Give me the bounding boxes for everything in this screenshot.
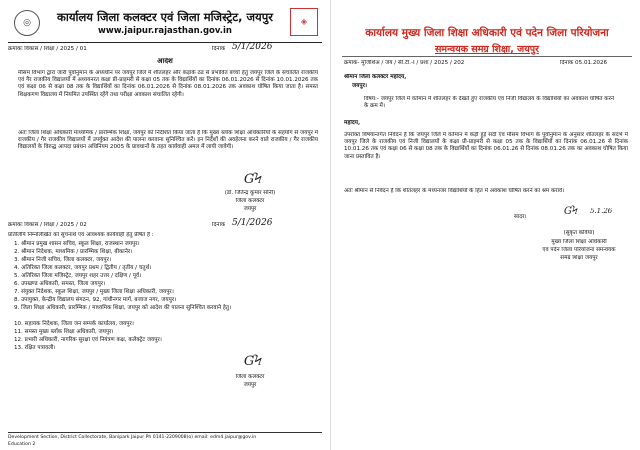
- left-website: www.jaipur.rajasthan.gov.in: [98, 26, 232, 36]
- cdeo-designation-3: समग्र शिक्षा जयपुर: [560, 255, 598, 261]
- left-office-title: कार्यालय जिला कलक्टर एवं जिला मजिस्ट्रेट, जयपुर: [57, 10, 273, 24]
- right-subject: विषय:- जयपुर जिले में वर्तमान में शीतलहर के देखते हुए राजकीय एवं निजी विद्यालय के विद्यार्थियों का अवकाश घोषित करने के क्रम में।: [364, 96, 614, 110]
- copy-list-item: 1. श्रीमान प्रमुख शासन सचिव, स्कूल शिक्षा, राजस्थान जयपुर।: [14, 241, 140, 247]
- state-emblem-icon: ◎: [14, 10, 40, 36]
- signatory1-city: जयपुर: [243, 206, 257, 212]
- right-addressee-city: जयपुर।: [352, 83, 367, 89]
- cdeo-designation-1: मुख्य जिला शिक्षा अधिकारी: [551, 239, 607, 245]
- copy-list-item: 12. प्रभारी अधिकारी, नागरिक सुरक्षा एवं नियंत्रण कक्ष, कलेक्ट्रेट जयपुर।: [14, 337, 162, 343]
- right-body-request: अतः श्रीमान से निवेदन है कि शीतलहर के मध्यनजर विद्यार्थियों के हित में अवकाश घोषित करने का श्रम करावें।: [344, 188, 565, 194]
- copy-list-item: 2. श्रीमान निदेशक, माध्यमिक / प्रारम्भिक शिक्षा, बीकानेर।: [14, 249, 133, 255]
- right-closing: सादर।: [514, 214, 527, 220]
- signatory1-name: (डॉ. जितेन्द्र कुमार सोनी): [224, 190, 276, 196]
- right-document-page: [334, 0, 640, 450]
- footer-address: Development Section, District Collectorate, Banipark Jaipur Ph 0141-2209008(o) email: edm4.jaipur@gov.in: [8, 435, 257, 440]
- footer-code: Education 2: [8, 442, 36, 447]
- copy-intro: प्रतिलिपि निम्नलिखित को सूचनार्थ एवं आवश्यक कार्यवाही हेतु प्रेषित है :: [8, 232, 154, 238]
- right-office-title: कार्यालय मुख्य जिला शिक्षा अधिकारी एवं पदेन जिला परियोजना: [365, 27, 609, 39]
- cdeo-signature: ƓϞ: [564, 206, 578, 217]
- district-logo-icon: ◈: [290, 8, 318, 36]
- copy-list-item: 11. समस्त मुख्य ब्लॉक शिक्षा अधिकारी, जयपुर।: [14, 329, 114, 335]
- ref2-date-label: दिनांक: [212, 222, 226, 228]
- signatory2-city: जयपुर: [243, 382, 257, 388]
- signatory2-designation: जिला कलक्टर: [235, 374, 265, 380]
- copy-list-item: 7. संयुक्त निदेशक, स्कूल शिक्षा, जयपुर / मुख्य जिला शिक्षा अधिकारी, जयपुर।: [14, 289, 174, 295]
- copy-list-item: 4. अतिरिक्त जिला कलक्टर, जयपुर प्रथम / द्वितीय / तृतीय / चतुर्थ।: [14, 265, 152, 271]
- copy-list-item: 3. श्रीमान निजी सचिव, जिला कलक्टर, जयपुर।: [14, 257, 111, 263]
- right-header-rule: [342, 56, 632, 57]
- copy-list-item: 8. उपायुक्त, केन्द्रीय विद्यालय संगठन, 92, गांधीनगर मार्ग, बजाज नगर, जयपुर।: [14, 297, 177, 303]
- right-salutation: महोदय,: [344, 120, 361, 126]
- right-body: उपरोक्त विषयान्तर्गत निवेदन है कि जयपुर जिले में वर्तमान में कड़ी हुई सर्दी एवं मौसम विभाग के पूर्वानुमान के अनुसार शीतलहर के संदर्भ में जयपुर जिले के राजकीय एवं निजी विद्यालयों के कक्षा प्री-प्राइमरी से कक्षा 05 तक के विद्यार्थियों का दिनांक 06.01.26 से दिनांक 10.01.26 तक एवं कक्षा 06 से कक्षा 08 तक के विद्यार्थियों का दिनांक 06.01.26 से दिनांक 08.01.26 तक का अवकाश घोषित किया जाना प्रस्तावित है।: [344, 132, 628, 160]
- order-paragraph-2: अतः जिला शिक्षा अधिकारी माध्यमिक / प्रारम्भिक शिक्षा, जयपुर को निर्देशित किया जाता है कि मुख्य ब्लॉक शिक्षा अधिकारियों के सहयोग से जयपुर में राजकीय / गैर राजकीय विद्यालयों में उपर्युक्त आदेश की पालना करवाना सुनिश्चित करें। इन निर्देशों की अवहेलना करने वाले राजकीय / गैर राजकीय विद्यालयों के विरुद्ध आपदा प्रबंधन अधिनियम 2005 के प्रावधानों के तहत कार्यवाही अमल में लायी जावेगी।: [18, 130, 318, 151]
- copy-list-item: 9. जिला शिक्षा अधिकारी, प्रारम्भिक / माध्यमिक शिक्षा, जयपुर को आदेश की पालना सुनिश्चित करवाने हेतु।: [14, 305, 232, 311]
- right-ref-number: क्रमांक- मुजिशिअ / जय / सी.टी.-I / प्रशा / 2025 / 202: [344, 60, 465, 66]
- footer-rule: [8, 432, 322, 433]
- right-ref-date: दिनांक 05.01.2026: [560, 60, 608, 66]
- copy-list-item: 6. उपखण्ड अधिकारी, समस्त, जिला जयपुर।: [14, 281, 106, 287]
- ref1-date: 5/1/2026: [232, 42, 273, 52]
- order-heading: आदेश: [157, 58, 173, 65]
- cdeo-name: (सुकृत कविया): [563, 230, 595, 236]
- ref1-date-label: दिनांक: [212, 46, 226, 52]
- collector-signature-1: ƓϞ: [244, 172, 263, 187]
- copy-list-item: 5. अतिरिक्त जिला मजिस्ट्रेट, जयपुर शहर उत्तर / दक्षिण / पूर्व।: [14, 273, 142, 279]
- collector-signature-2: ƓϞ: [244, 354, 263, 369]
- left-letterhead: [8, 6, 322, 43]
- ref2-date: 5/1/2026: [232, 218, 273, 228]
- signatory1-designation: जिला कलक्टर: [235, 198, 265, 204]
- copy-list-item: 10. सहायक निदेशक, जिला जन सम्पर्क कार्यालय, जयपुर।: [14, 321, 134, 327]
- right-addressee: श्रीमान जिला कलक्टर महोदय,: [344, 74, 407, 80]
- cdeo-designation-2: एवं पदेन जिला परियोजना समन्वयक: [542, 247, 616, 253]
- order-paragraph-1: मौसम विभाग द्वारा जारी पूर्वानुमान के अध्यधीन पर जयपुर जिले में शीतलहर और कड़ाके ठंड से प्रभावित बच्चों हेतु जयपुर जिले के संचालित राजकीय एवं गैर राजकीय विद्यालयों में अध्ययनरत कक्षा प्री-प्राइमरी से कक्षा 05 तक के विद्यार्थियों का दिनांक 06.01.2026 से दिनांक 10.01.2026 तक एवं कक्षा 06 से कक्षा 08 तक के विद्यार्थियों का दिनांक 06.01.2026 से दिनांक 08.01.2026 तक अवकाश घोषित किया जाता है। समस्त शिक्षकगण विद्यालय में नियमित उपस्थित रहेंगे तथा परीक्षा अवकाश संचालित रहेगी।: [18, 70, 318, 98]
- copy-list-item: 13. रक्षित पत्रावली।: [14, 345, 56, 351]
- cdeo-signature-date: 5.1.26: [590, 208, 613, 215]
- right-office-subtitle: समन्वयक समग्र शिक्षा, जयपुर: [434, 44, 540, 55]
- ref2-number: क्रमांकः विकास / शिक्षा / 2025 / 02: [8, 222, 87, 228]
- ref1-number: क्रमांकः विकास / शिक्षा / 2025 / 01: [8, 46, 87, 52]
